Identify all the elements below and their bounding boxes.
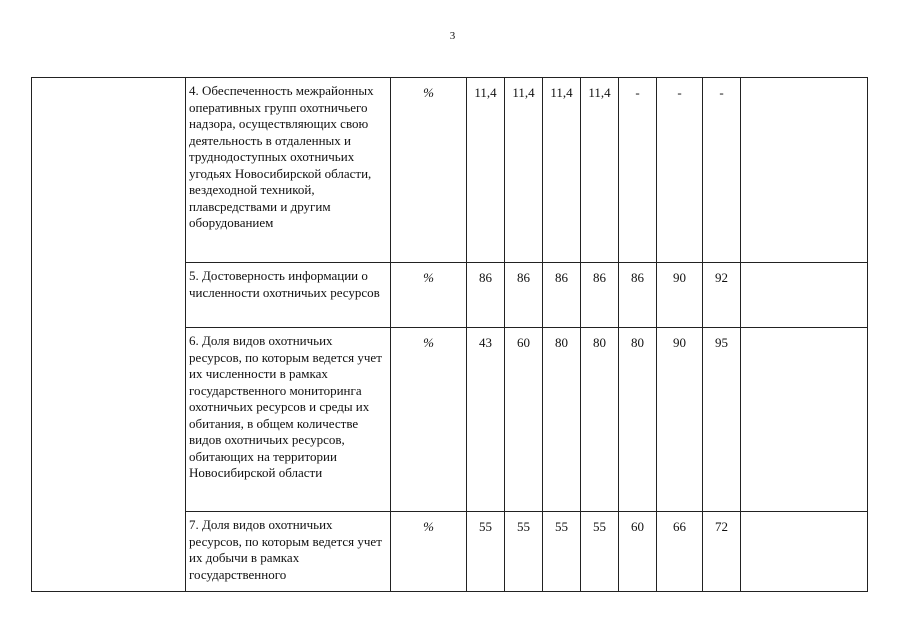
value-cell: 86: [543, 263, 581, 328]
table-row: [32, 78, 868, 263]
value-cell: 90: [657, 328, 703, 512]
value-cell: -: [703, 78, 741, 263]
empty-cell: [741, 263, 868, 328]
value-cell: 11,4: [543, 78, 581, 263]
value-cell: 43: [467, 328, 505, 512]
value-cell: 90: [657, 263, 703, 328]
value-cell: 80: [581, 328, 619, 512]
value-cell: 11,4: [505, 78, 543, 263]
value-cell: 55: [543, 512, 581, 592]
value-cell: 92: [703, 263, 741, 328]
indicator-description: 7. Доля видов охотничьих ресурсов, по которым ведется учет их добычи в рамках государственного: [186, 512, 391, 592]
unit-cell: %: [391, 263, 467, 328]
value-cell: 95: [703, 328, 741, 512]
value-cell: 86: [505, 263, 543, 328]
value-cell: 55: [505, 512, 543, 592]
value-cell: 72: [703, 512, 741, 592]
value-cell: 66: [657, 512, 703, 592]
unit-cell: %: [391, 78, 467, 263]
value-cell: 80: [543, 328, 581, 512]
indicators-table: [31, 77, 868, 592]
value-cell: 80: [619, 328, 657, 512]
value-cell: -: [619, 78, 657, 263]
value-cell: 60: [619, 512, 657, 592]
unit-cell: %: [391, 328, 467, 512]
value-cell: -: [657, 78, 703, 263]
indicator-description: 4. Обеспеченность межрайонных оперативных групп охотничьего надзора, осуществляющих свою деятельность в отдаленных и труднодоступных охотничьих угодьях Новосибирской области, вездеходной техникой, плавсредствами и другим оборудованием: [186, 78, 391, 263]
value-cell: 11,4: [467, 78, 505, 263]
value-cell: 55: [467, 512, 505, 592]
unit-cell: %: [391, 512, 467, 592]
value-cell: 86: [467, 263, 505, 328]
value-cell: 86: [619, 263, 657, 328]
empty-cell: [741, 78, 868, 263]
merged-empty-cell: [32, 78, 186, 592]
value-cell: 11,4: [581, 78, 619, 263]
empty-cell: [741, 512, 868, 592]
empty-cell: [741, 328, 868, 512]
value-cell: 60: [505, 328, 543, 512]
indicator-description: 5. Достоверность информации о численности охотничьих ресурсов: [186, 263, 391, 328]
value-cell: 86: [581, 263, 619, 328]
page-number: 3: [449, 30, 456, 42]
value-cell: 55: [581, 512, 619, 592]
indicator-description: 6. Доля видов охотничьих ресурсов, по которым ведется учет их численности в рамках государственного мониторинга охотничьих ресурсов и среды их обитания, в общем количестве видов охотничьих ресурсов, обитающих на территории Новосибирской области: [186, 328, 391, 512]
